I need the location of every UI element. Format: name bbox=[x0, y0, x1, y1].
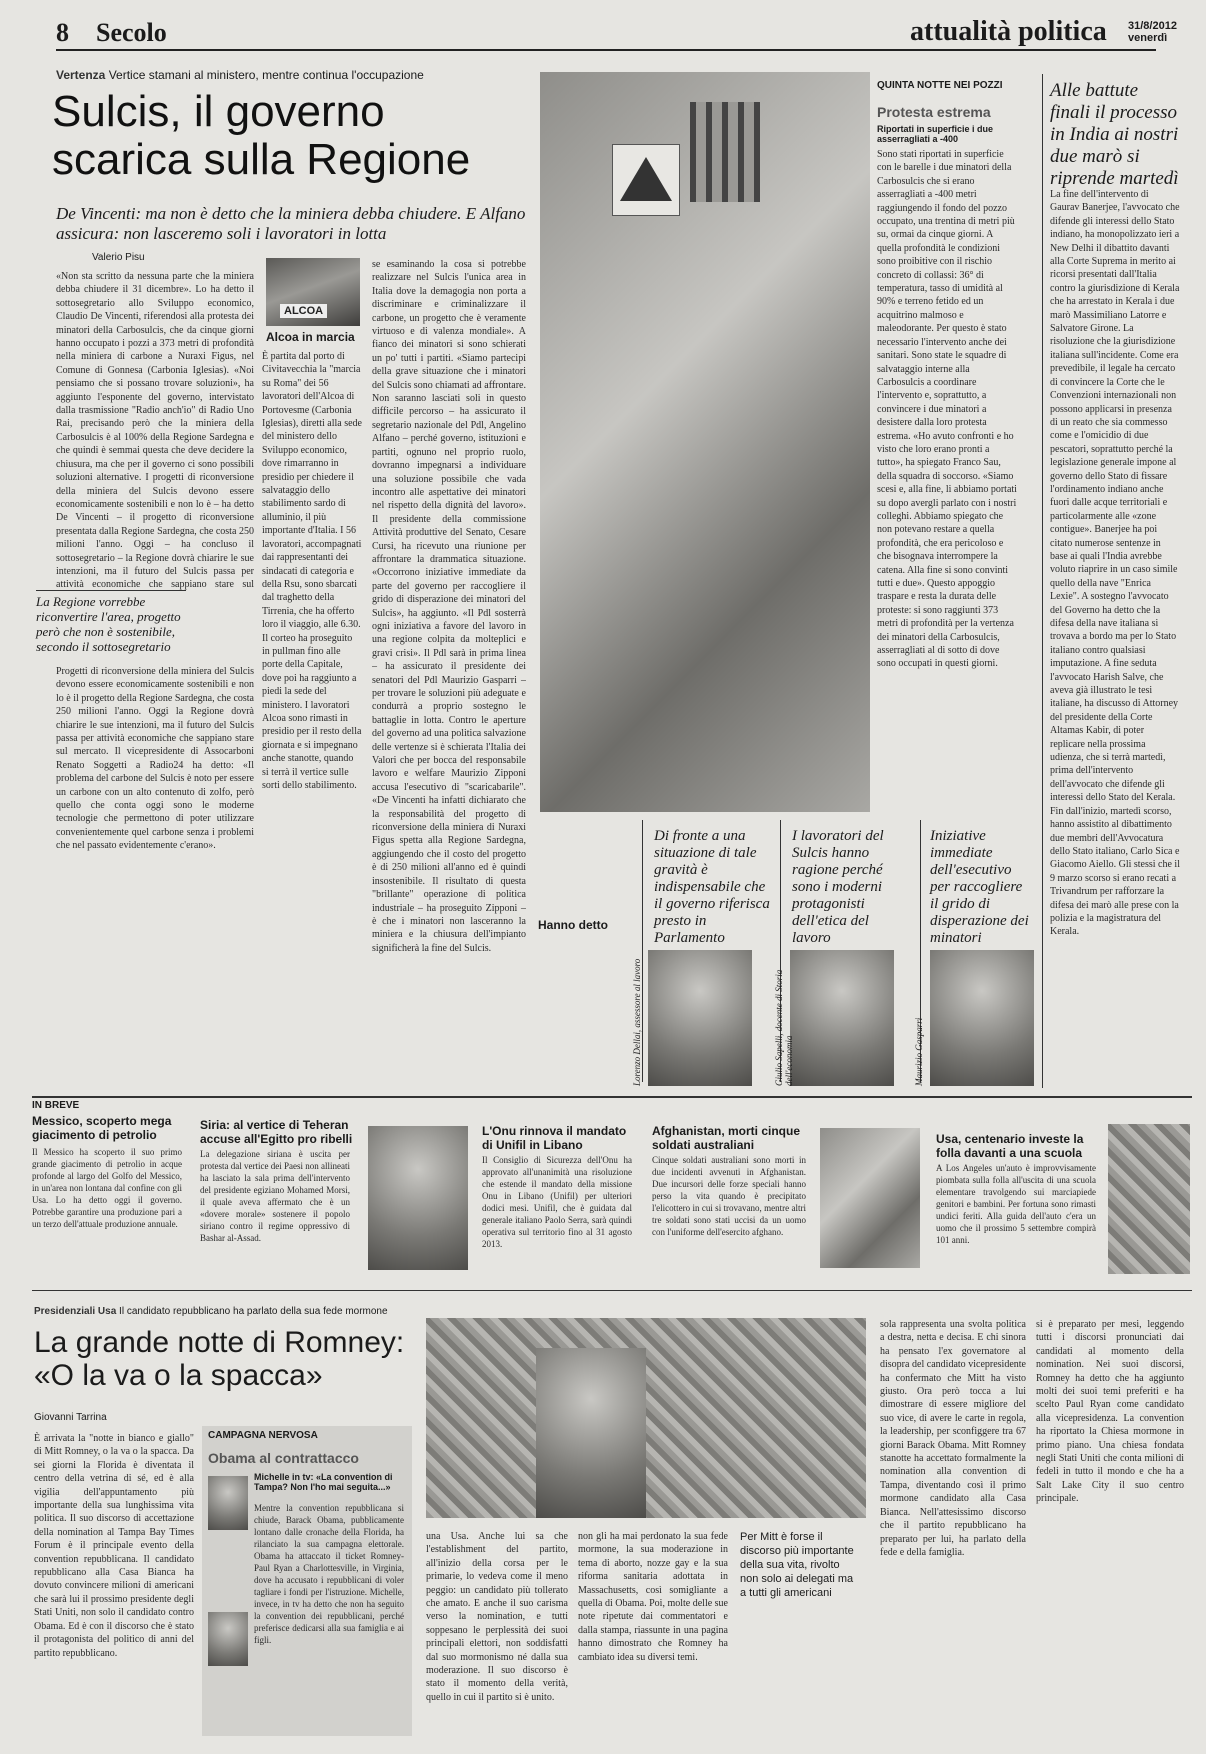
brief-text-4: Cinque soldati australiani sono morti in due incidenti avvenuti in Afghanistan. Due incursori delle forze speciali hanno perso la vita quando è precipitato l'elicottero in cui si trovavano, mentre altri tre soldati sono stati uccisi da un uomo con l'uniforme dell'esercito afghano. bbox=[652, 1155, 806, 1237]
portrait-dellai bbox=[648, 950, 752, 1086]
romney-kicker bbox=[34, 1306, 454, 1317]
header-rule bbox=[56, 49, 1156, 51]
romney-photo bbox=[426, 1318, 866, 1518]
romney-headline: La grande notte di Romney: «O la va o la spacca» bbox=[34, 1326, 405, 1392]
sidebar-text: Sono stati riportati in superficie con le barelle i due minatori della Carbosulcis che si erano asserragliati a -400 metri raggiungendo il fondo del pozzo occupato, una trentina di metri più su, ormai da cinque giorni. A quella profondità le condizioni sono proibitive con il rischio concreto di collassi: 36° di temperatura, tasso di umidità al 90% e terreno fetido ed un acquitrino malmoso e maleodorante. Per questo è stato necessario l'intervento anche dei sanitari. Sono state le squadre di salvataggio interne alla Carbosulcis a coordinare l'intervento e, soprattutto, a convincere i due minatori a desistere dalla loro protesta estrema. «Ho avuto confronti e ho visto che loro erano pronti a tutto», ha spiegato Franco Sau, della squadra di soccorso. «Siamo scesi e, alla fine, li abbiamo portati su dopo avergli parlato con i nostri colleghi. Abbiamo spiegato che non potevano restare a quella profondità, che era pericoloso e che bisognava interrompere la catena. Alla fine si sono convinti tutti e due». Questo appoggio traspare e resta la durata delle proteste: si sono raggiunti 373 metri di profondità per la vertenza dei minatori della Carbosulcis, asserragliati al di sotto di dove sono occupati in questi giorni. bbox=[877, 149, 1017, 670]
soldier-photo bbox=[820, 1128, 920, 1268]
pull-rule bbox=[36, 590, 186, 591]
romney-byline: Giovanni Tarrina bbox=[34, 1412, 107, 1423]
romney-figure bbox=[536, 1348, 646, 1518]
brief-headline-2: Siria: al vertice di Teheran accuse all'Egitto pro ribelli bbox=[200, 1118, 353, 1146]
lead-col1-bottom: Progetti di riconversione della miniera del Sulcis devono essere economicamente sostenibili e non lo è il progetto della Regione Sardegna, che costa 250 milioni l'anno. Oggi la Regione dovrà chiarire le sue intenzioni, ma il futuro del Sulcis passa per attività economiche che sappiano stare sul mercato. Il vicepresidente di Assocarboni Renato Soggetti a Radio24 ha detto: «Il problema del carbone del Sulcis è noto per essere un carbone con un alto contenuto di zolfo, però quello che conta oggi sono le moderne tecnologie che permettono di poter utilizzare convenientemente quel carbone senza i problemi che nel passato evidentemente c'erano». bbox=[56, 666, 254, 852]
issue-date: 31/8/2012 venerdì bbox=[1128, 20, 1177, 44]
romney-col4: sola rappresenta una svolta politica a destra, netta e decisa. E chi sinora ha pensato l'ex governatore al disopra del candidato vicepresidente ha confermato che Mitt ha visto giusto. Ora però tocca a lui dimostrare di essere migliore del suo vice, di avere le carte in regola, la leadership, per sconfiggere tra 67 giorni Barack Obama. Mitt Romney stanotte ha accettato formalmente la nomination alla convention di Tampa, diventando così il primo mormone candidato alla Casa Bianca. Nell'attesissimo discorso che il partito repubblicano ha preparato per lui, ha parlato della fede e della famiglia. bbox=[880, 1319, 1026, 1558]
portrait-gasparri bbox=[930, 950, 1034, 1086]
brief-text-1: Il Messico ha scoperto il suo primo grande giacimento di petrolio in acque profonde al largo del Golfo del Messico, in un'area non lontana dal confine con gli Usa. Lo ha detto oggi il governo. Potrebbe garantire una produzione pari a un terzo dell'attuale produzione annuale. bbox=[32, 1147, 182, 1229]
obama-sidebar bbox=[202, 1426, 412, 1736]
alcoa-text: È partita dal porto di Civitavecchia la "marcia su Roma" dei 56 lavoratori dell'Alcoa di Portovesme (Carbonia Iglesias), diretti alla sede del ministero dello Sviluppo economico, dove rimarranno in presidio per chiedere il salvataggio dello stabilimento sardo di alluminio, il più importante d'Italia. I 56 lavoratori, accompagnati dai rappresentanti dei sindacati di categoria e della Rsu, sono sbarcati dal traghetto della Tirrenia, che ha offerto loro il viaggio, alle 6.30. Il corteo ha proseguito in pullman fino alle porte della Capitale, dove poi ha raggiunto a piedi la sede del ministero. I lavoratori Alcoa sono rimasti in presidio per il resto della giornata e si impegnano anche stanotte, quando si terrà il vertice sulle sorti dello stabilimento. bbox=[262, 351, 362, 791]
category-label: attualità politica bbox=[910, 16, 1107, 47]
lead-col3: se esaminando la cosa si potrebbe realizzare nel Sulcis l'unica area in Italia dove la demagogia non porta a discriminare e criminalizzare il carbone, un progetto che è veramente virtuoso e di valenza mondiale». A fianco dei minatori si sono schierati un po' tutti i partiti. «Siamo partecipi della grave situazione che i minatori del Sulcis sono chiamati ad affrontare. Non saranno lasciati soli in questo difficile percorso – ha assicurato il segretario nazionale del Pdl, Angelino Alfano – perché governo, istituzioni e partiti, ognuno nel proprio ruolo, dovranno impegnarsi a individuare una soluzione possibile che vada incontro alle aspettative dei minatori nel rispetto della dignità del lavoro». Il presidente della commissione Attività produttive del Senato, Cesare Cursi, ha ricevuto una riunione per affrontare la drammatica situazione. «Occorrono iniziative immediate da parte del governo per raccogliere il grido di disperazione dei minatori del Sulcis», ha aggiunto. «Il Pdl sosterrà ogni iniziativa a favore del lavoro in una regione colpita da molteplici e gravi crisi». Il Pdl sarà in prima linea – ha assicurato il presidente dei senatori del Pdl Maurizio Gasparri – per trovare le soluzioni più adeguate e condurrà a proprio sostegno le battaglie in lotta. Contro le aperture del governo ad una politica salvazione delle vertenze si è schierata l'Italia dei Valori che per bocca del responsabile lavoro e welfare Maurizio Zipponi accusa l'esecutivo di "scaricabarile". «De Vincenti ha infatti dichiarato che la responsabilità del progetto di riconversione della miniera di Nuraxi Figus spetta alla Regione Sardegna, aggiungendo che il costo del progetto è di 250 milioni all'anno ed è quindi insostenibile. Il risultato di questa "brillante" operazione di politica industriale – ha proseguito Zipponi – è che i minatori non lasceranno la miniera e la chiusura dell'impianto significherà la fine del Sulcis. bbox=[372, 259, 526, 954]
obama-kicker: CAMPAGNA NERVOSA bbox=[208, 1430, 318, 1441]
romney-col1: È arrivata la "notte in bianco e giallo" di Mitt Romney, o la va o la spacca. Da sei giorni la Florida è diventata il centro della vetrina di sé, ed è alla vigilia dell'appuntamento più importante della sua lunghissima vita politica. Il suo discorso di accettazione della nomination al Tampa Bay Times Forum è il principale evento della convention repubblicana. Il candidato repubblicano alla Casa Bianca ha dovuto convincere milioni di americani che sarà lui il prossimo presidente degli Stati Uniti, non solo il candidato contro Obama. Ed è con il discorso che è stato il protagonista del politico di anni del partito repubblicano. bbox=[34, 1433, 194, 1659]
morsi-photo bbox=[368, 1126, 468, 1270]
maro-text: La fine dell'intervento di Gaurav Banerjee, l'avvocato che difende gli interessi dello Stato indiano, ha monopolizzato ieri a New Delhi il dibattito davanti alla Corte Suprema in merito ai ricorsi presentati dall'Italia contro la giurisdizione di Kerala che ha arrestato in Kerala i due marò Massimiliano Latorre e Salvatore Girone. La risoluzione che la giurisdizione italiana sull'incidente. Come era prevedibile, il legale ha cercato di convincere la Corte che le Convenzioni internazionali non possono applicarsi in presenza di un reato che sia commesso come e l'omicidio di due pescatori, soprattutto perché la legislazione generale impone al governo dello Stato di fissare l'ordinamento indiano anche fuori dalle acque territoriali e particolarmente alle «zone contigue». Banerjee ha poi citato numerose sentenze in base ai quali l'India avrebbe voluto riaprire in un caso simile quello della nave "Enrica Lexie". A sostegno l'avvocato del Governo ha detto che la difesa della nave italiana si trovava a bordo ma per lo Stato italiano contro qualsiasi imputazione. A fine seduta l'avvocato Harish Salve, che aveva già illustrato le tesi italiane, ha discusso di Attorney del presidente della Corte Altamas Kabir, di poter replicare nella prossima udienza, che si terrà martedì, prima dell'intervento dell'avvocato che difende gli interessi dello Stato del Kerala. Fin dall'inizio, martedì scorso, hanno assistito al dibattimento due membri dell'Avvocatura dello Stato italiano, Carlo Sica e Giacomo Aiello. Gli stessi che il 9 marzo scorso si erano recati a Trivandrum per rafforzare la difesa dei marò alle prese con la polizia e la magistratura del Kerala. bbox=[1050, 189, 1180, 938]
lead-col1-top: «Non sta scritto da nessuna parte che la miniera debba chiudere il 31 dicembre». Lo ha detto il sottosegretario allo Sviluppo economico, Claudio De Vincenti, riferendosi alla protesta dei minatori della Carbosulcis, che da cinque giorni hanno occupato i pozzi a 373 metri di profondità nella miniera di carbone a Nuraxi Figus, nel Comune di Gonnesa (Carbonia Iglesias). «Noi pensiamo che si possano trovare soluzioni», ha aggiunto l'esponente del governo, intervistato dalla trasmissione "Radio anch'io" di Radio Uno Rai, precisando però che la miniera della Carbosulcis è al 100% della Regione Sardegna e che quindi è semmai questa che deve decidere la chiusura, ma che per il governo ci sono possibili soluzioni alternative. I progetti di riconversione della miniera del Sulcis devono essere economicamente sostenibili e non lo è – ha detto De Vincenti – il progetto di riconversione presentata dalla Regione Sardegna, che costa 250 milioni l'anno. Oggi – ha concluso il sottosegretario – la Regione dovrà chiarire le sue intenzioni, ma il futuro del Sulcis passa per attività economiche che sappiano stare sul bbox=[56, 271, 254, 590]
miner-photo bbox=[540, 72, 870, 812]
quote-text-1: Di fronte a una situazione di tale gravità è indispensabile che il governo riferisca presto in Parlamento bbox=[654, 828, 770, 946]
sidebar-kicker: QUINTA NOTTE NEI POZZI bbox=[877, 80, 1003, 91]
quote-name-3: Maurizio Gasparri bbox=[914, 1017, 924, 1086]
quote-divider-1 bbox=[642, 820, 643, 1082]
brief-text-2: La delegazione siriana è uscita per protesta dal vertice dei Paesi non allineati ha lasciato la sala prima dell'intervento del presidente egiziano Mohamed Morsi, il quale aveva affermato che è un «dovere morale» sostenere il popolo siriano contro il regime oppressivo di Bashar al-Assad. bbox=[200, 1149, 350, 1243]
brief-headline-1: Messico, scoperto mega giacimento di petrolio bbox=[32, 1114, 172, 1142]
brief-headline-5: Usa, centenario investe la folla davanti a una scuola bbox=[936, 1132, 1084, 1160]
crowd-photo bbox=[1108, 1124, 1190, 1274]
alcoa-banner: ALCOA bbox=[280, 304, 327, 318]
hanno-detto-label: Hanno detto bbox=[538, 918, 608, 932]
quote-text-3: Iniziative immediate dell'esecutivo per raccogliere il grido di disperazione dei minatori bbox=[930, 828, 1029, 946]
quote-name-2: Giulio Sapelli, docente di Storia dell'economia bbox=[774, 969, 794, 1086]
lead-pull-quote: La Regione vorrebbe riconvertire l'area, progetto però che non è sostenibile, secondo il sottosegretario bbox=[36, 594, 181, 654]
lead-kicker bbox=[56, 68, 536, 82]
alcoa-photo bbox=[266, 258, 360, 326]
barred-window bbox=[690, 102, 760, 202]
michelle-photo bbox=[208, 1476, 248, 1530]
kicker-label: Vertenza bbox=[56, 68, 106, 82]
portrait-sapelli bbox=[790, 950, 894, 1086]
alcoa-caption: Alcoa in marcia bbox=[266, 330, 355, 344]
brief-headline-4: Afghanistan, morti cinque soldati australiani bbox=[652, 1124, 801, 1152]
romney-col3: non gli ha mai perdonato la sua fede mormone, la sua moderazione in tema di aborto, nozze gay e la sua riforma sanitaria adottata in Massachusetts, così somigliante a quella di Obama. Poi, molte delle sue note ripetute dai commentatori e dalla stampa, riassunte in una pagina hanno dimostrato che Romney ha cambiato idea su diversi temi. bbox=[578, 1531, 728, 1663]
obama-headline: Obama al contrattacco bbox=[208, 1450, 359, 1466]
lead-deck: De Vincenti: ma non è detto che la miniera debba chiudere. E Alfano assicura: non lasceremo soli i lavoratori in lotta bbox=[56, 204, 526, 243]
page-number: 8 bbox=[56, 18, 69, 47]
right-column-rule bbox=[1042, 74, 1043, 1088]
romney-col5: si è preparato per mesi, leggendo tutti i discorsi pronunciati dai candidati al momento della nomination. Nei suoi discorsi, Romney ha detto che ha aggiunto molti dei suoi temi preferiti e ha scelto Paul Ryan come candidato alla vicepresidenza. La convention ha riportato la Chiesa mormone in primo piano. Una chiesa fondata negli Stati Uniti che conta milioni di fedeli in tutto il mondo e che ha a Salt Lake City il suo centro principale. bbox=[1036, 1319, 1184, 1505]
briefs-label: IN BREVE bbox=[32, 1100, 80, 1111]
brief-headline-3: L'Onu rinnova il mandato di Unifil in Libano bbox=[482, 1124, 627, 1152]
briefs-top-rule bbox=[32, 1096, 1192, 1098]
quote-name-1: Lorenzo Dellai, assessore al lavoro bbox=[632, 958, 642, 1086]
section-name: Secolo bbox=[96, 18, 167, 47]
maro-headline: Alle battute finali il processo in India ai nostri due marò si riprende martedì bbox=[1050, 80, 1179, 189]
romney-kicker-label: Presidenziali Usa bbox=[34, 1306, 117, 1317]
romney-kicker-text: Il candidato repubblicano ha parlato della sua fede mormone bbox=[119, 1306, 388, 1317]
romney-col2: una Usa. Anche lui sa che l'establishment del partito, all'inizio della corsa per le primarie, lo vedeva come il meno peggio: un candidato più tollerato che amato. E anche il suo carisma verso la nomination, e tutti soppesano le perplessità dei suoi principali elettori, non soddisfatti dal suo mormonismo né dalla sua moderazione. Il suo discorso è stato il momento della verità, quello in cui il partito si è unito. bbox=[426, 1531, 568, 1703]
lead-headline: Sulcis, il governo scarica sulla Regione bbox=[52, 87, 471, 184]
warning-sign bbox=[612, 144, 680, 216]
romney-pull-quote: Per Mitt è forse il discorso più importante della sua vita, rivolto non solo ai delegati ma a tutti gli americani bbox=[740, 1531, 854, 1599]
sidebar-headline: Protesta estrema bbox=[877, 104, 991, 120]
kicker-text: Vertice stamani al ministero, mentre continua l'occupazione bbox=[108, 68, 424, 82]
quote-text-2: I lavoratori del Sulcis hanno ragione perché sono i moderni protagonisti dell'etica del lavoro bbox=[792, 828, 884, 946]
warning-triangle-icon bbox=[620, 157, 672, 201]
obama-text: Mentre la convention repubblicana si chiude, Barack Obama, pubblicamente lontano dalle cronache della Florida, ha rilanciato la sua campagna elettorale. Obama ha attaccato il ticket Romney-Paul Ryan a Charlottesville, in Virginia, dove ha accusato i repubblicani di voler tagliare i fondi per l'istruzione. Michelle, invece, in tv ha detto che non ha seguito la convention dei repubblicani, perché preferisce dedicarsi alla sua famiglia e ai figli. bbox=[254, 1503, 404, 1645]
obama-subhead: Michelle in tv: «La convention di Tampa? Non l'ho mai seguita...» bbox=[254, 1472, 393, 1492]
brief-text-5: A Los Angeles un'auto è improvvisamente piombata sulla folla all'uscita di una scuola elementare travolgendo sui marciapiede genitori e bambini. Per fortuna sono rimasti undici feriti. Alla guida dell'auto c'era un uomo che il prossimo 5 settembre compirà 101 anni. bbox=[936, 1163, 1096, 1245]
lead-byline: Valerio Pisu bbox=[92, 252, 145, 263]
brief-text-3: Il Consiglio di Sicurezza dell'Onu ha approvato all'unanimità una risoluzione che estende il mandato della missione Onu in Libano (Unifil) per ulteriori dodici mesi. Unifil, che è guidata dal generale italiano Paolo Serra, sarà quindi operativa sul territorio fino al 31 agosto 2013. bbox=[482, 1155, 632, 1249]
obama-photo bbox=[208, 1612, 248, 1666]
sidebar-subhead: Riportati in superficie i due asserragliati a -400 bbox=[877, 124, 994, 144]
briefs-bottom-rule bbox=[32, 1290, 1192, 1291]
